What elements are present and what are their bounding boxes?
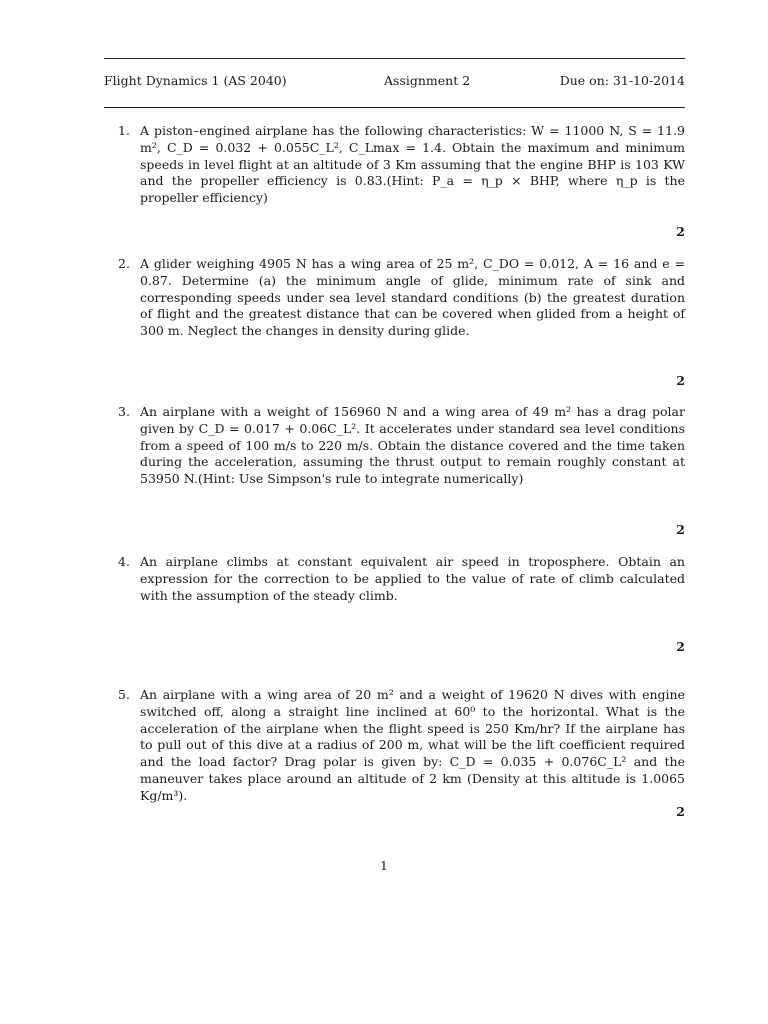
page-number: 1	[380, 859, 388, 873]
page-header	[104, 72, 685, 90]
assignment-title: Assignment 2	[384, 73, 471, 88]
problem-5	[118, 687, 685, 805]
problem-number: 2.	[118, 256, 130, 271]
problem-text: A piston–engined airplane has the following characteristics: W = 11000 N, S = 11.9 m², C_D = 0.032 + 0.055C_L², C_Lmax = 1.4. Obtain the maximum and minimum speeds in level flight at an altitude of 3 Km assuming that the engine BHP is 103 KW and the propeller efficiency is 0.83.(Hint: P_a = η_p × BHP, where η_p is the propeller efficiency)	[140, 123, 685, 206]
problem-1	[118, 123, 685, 207]
problem-2	[118, 256, 685, 340]
problem-4-marks: 2	[676, 639, 685, 654]
problem-text: An airplane climbs at constant equivalent air speed in troposphere. Obtain an expression for the correction to be applied to the value of rate of climb calculated with the assumption of the steady climb.	[140, 554, 685, 603]
problem-4	[118, 554, 685, 604]
due-date: Due on: 31-10-2014	[559, 73, 685, 88]
problem-3	[118, 404, 685, 488]
problem-number: 4.	[118, 554, 130, 569]
problem-text: An airplane with a weight of 156960 N and a wing area of 49 m² has a drag polar given by C_D = 0.017 + 0.06C_L². It accelerates under standard sea level conditions from a speed of 100 m/s to 220 m/s. Obtain the distance covered and the time taken during the acceleration, assuming the thrust output to remain roughly constant at 53950 N.(Hint: Use Simpson's rule to integrate numerically)	[140, 404, 685, 487]
problem-number: 1.	[118, 123, 130, 138]
problem-3-marks: 2	[676, 522, 685, 537]
course-title: Flight Dynamics 1 (AS 2040)	[104, 73, 287, 88]
problem-5-marks: 2	[676, 804, 685, 819]
problem-text: A glider weighing 4905 N has a wing area of 25 m², C_DO = 0.012, A = 16 and e = 0.87. Determine (a) the minimum angle of glide, minimum rate of sink and corresponding speeds under sea level standard conditions (b) the greatest duration of flight and the greatest distance that can be covered when glided from a height of 300 m. Neglect the changes in density during glide.	[140, 256, 685, 339]
header-top-rule	[104, 58, 685, 59]
problem-number: 3.	[118, 404, 130, 419]
problem-number: 5.	[118, 687, 130, 702]
problem-1-marks: 2	[676, 224, 685, 239]
problem-2-marks: 2	[676, 373, 685, 388]
header-bottom-rule	[104, 107, 685, 108]
problem-text: An airplane with a wing area of 20 m² and a weight of 19620 N dives with engine switched off, along a straight line inclined at 60⁰ to the horizontal. What is the acceleration of the airplane when the flight speed is 250 Km/hr? If the airplane has to pull out of this dive at a radius of 200 m, what will be the lift coefficient required and the load factor? Drag polar is given by: C_D = 0.035 + 0.076C_L² and the maneuver takes place around an altitude of 2 km (Density at this altitude is 1.0065 Kg/m³).	[140, 687, 685, 803]
